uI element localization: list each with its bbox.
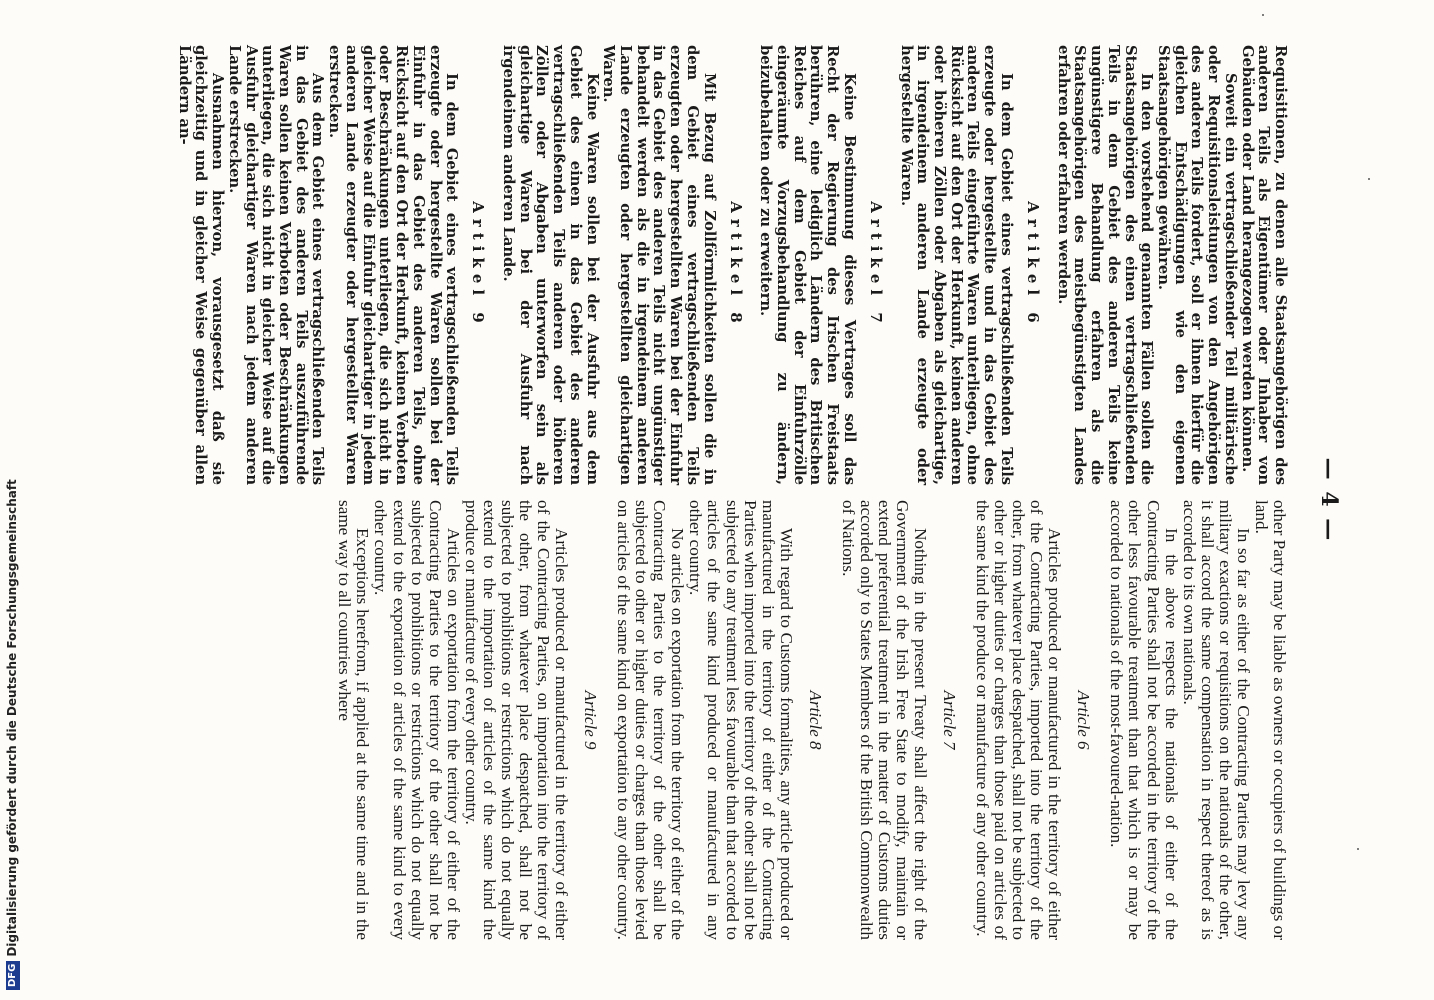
en-article-8-text-2: No articles on exportation from the territory of either of the Contracting Parties to the territory of the other shall be subjected to other or higher duties or charges than those levied on articles of the same kind on exportation to any other country. xyxy=(614,500,688,940)
en-article-9-text-2: Articles on exportation from the territory of either of the Contracting Parties to the territory of the other shall not be subjected to prohibitions or restrictions which do not equally extend to the exportation of articles of the same kind to every other country. xyxy=(371,500,463,940)
en-article-9-text-1: Articles produced or manufactured in the territory of either of the Contracting Parties, on importation into the territory of the other, from whatever place despatched, shall not be subjected to prohibitions or restrictions which do not equally extend to the importation of articles of the same kind the produce or manufacture of every other country. xyxy=(461,500,572,940)
german-column xyxy=(175,45,1288,485)
en-article-9-heading: Article 9 xyxy=(581,690,601,750)
en-above-paragraph: In the above respects the nationals of either of the Contracting Parties shall not be accorded in the territory of the other less favourable treatment than that which is or may be accorded to nationals of the most-favoured-nation. xyxy=(1107,500,1181,940)
de-article-9-text-1: In dem Gebiet eines vertragschließenden Teils erzeugte oder hergestellte Waren sollen bei der Einfuhr in das Gebiet des anderen Teils, ohne Rücksicht auf den Ort der Herkunft, keinen Verboten oder Beschränkungen unterliegen, die sich nicht in gleicher Weise auf die Einfuhr gleichartiger in jedem anderen Lande erzeugter oder hergestellter Waren erstrecken. xyxy=(326,45,461,485)
en-article-6-heading: Article 6 xyxy=(1074,690,1094,750)
de-requisitions-paragraph: Soweit ein vertragschließender Teil militärische oder Requisitionsleistungen von den Angehörigen des anderen Teils fordert, soll er ihnen hierfür die gleichen Entschädigungen wie den eigenen Staatsangehörigen gewähren. xyxy=(1154,45,1239,485)
digitization-credit xyxy=(1,0,23,990)
de-article-8-text-1: Mit Bezug auf Zollförmlichkeiten sollen die in dem Gebiet eines vertragschließenden Teils erzeugten oder hergestellten Waren bei der Einfuhr in das Gebiet des anderen Teils nicht ungünstiger behandelt werden als die in irgendeinem anderen Lande erzeugten oder hergestellten gleichartigen Waren. xyxy=(600,45,718,485)
en-intro: other Party may be liable as owners or occupiers of buildings or land. xyxy=(1251,500,1289,940)
page-number: — 4 — xyxy=(1316,457,1342,543)
de-article-7-text: Keine Bestimmung dieses Vertrages soll das Recht der Regierung des Irischen Freistaats berühren, eine lediglich Ländern des Britischen Reiches auf dem Gebiet der Einfuhrzölle eingeräumte Vorzugsbehandlung zu ändern, beizubehalten oder zu erweitern. xyxy=(757,45,858,485)
english-column xyxy=(335,500,1288,940)
de-above-paragraph: In den vorstehend genannten Fällen sollen die Staatsangehörigen des einen vertragschließenden Teils in dem Gebiet des anderen Teils keine ungünstigere Behandlung erfahren als die Staatsangehörigen des meistbegünstigten Landes erfahren oder erfahren werden. xyxy=(1054,45,1156,485)
en-article-9-text-3: Exceptions herefrom, if applied at the same time and in the same way to all countries where xyxy=(335,500,373,940)
de-article-9-text-3: Ausnahmen hiervon, vorausgesetzt daß sie gleichzeitig und in gleicher Weise gegenüber allen Ländern an- xyxy=(175,45,227,485)
en-article-7-text: Nothing in the present Treaty shall affect the right of the Government of the Irish Free State to modify, maintain or extend preferential treatment in the matter of Customs duties accorded only to States Members of the British Commonwealth of Nations. xyxy=(838,500,931,940)
de-article-6-heading: Artikel 6 xyxy=(1023,201,1042,329)
digitization-credit-text: Digitalisierung gefördert durch die Deutsche Forschungsgemeinschaft xyxy=(5,479,19,957)
en-article-7-heading: Article 7 xyxy=(940,690,960,750)
de-article-8-heading: Artikel 8 xyxy=(726,201,745,329)
de-article-7-heading: Artikel 7 xyxy=(866,201,885,329)
de-article-9-text-2: Aus dem Gebiet eines vertragschließenden Teils in das Gebiet des anderen Teils auszuführende Waren sollen keinen Verboten oder Beschränkungen unterliegen, die sich nicht in gleicher Weise auf die Ausfuhr gleichartiger Waren nach jedem anderen Lande erstrecken. xyxy=(225,45,327,485)
en-article-6-text: Articles produced or manufactured in the territory of either of the Contracting Parties, imported into the territory of the other, from whatever place despatched, shall not be subjected to other or higher duties or charges than those paid on articles of the same kind the produce or manufacture of any other country. xyxy=(973,500,1065,940)
en-article-8-heading: Article 8 xyxy=(805,690,825,750)
de-article-9-heading: Artikel 9 xyxy=(469,201,488,329)
en-requisitions-paragraph: In so far as either of the Contracting Parties may levy any military exactions or requisitions on the nationals of the other, it shall accord the same compensation in respect thereof as is accorded to its own nationals. xyxy=(1179,500,1253,940)
en-article-8-text-1: With regard to Customs formalities, any article produced or manufactured in the territory of either of the Contracting Parties when imported into the territory of the other shall not be subjected to any treatment less favourable than that accorded to articles of the same kind produced or manufactured in any other country. xyxy=(686,500,796,940)
de-intro: Requisitionen, zu denen alle Staatsangehörigen des anderen Teils als Eigentümer oder Inhaber von Gebäuden oder Land herangezogen werden können. xyxy=(1238,45,1289,485)
dfg-logo: DFG xyxy=(6,961,20,990)
de-article-6-text: In dem Gebiet eines vertragschließenden Teils erzeugte oder hergestellte und in das Gebiet des anderen Teils eingeführte Waren unterliegen, ohne Rücksicht auf den Ort der Herkunft, keinen anderen oder höheren Zöllen oder Abgaben als gleichartige, in irgendeinem anderen Lande erzeugte oder hergestellte Waren. xyxy=(897,45,1015,485)
scan-speck xyxy=(1357,848,1359,850)
de-article-8-text-2: Keine Waren sollen bei der Ausfuhr aus dem Gebiet des einen in das Gebiet des anderen vertragschließenden Teils anderen oder höheren Zöllen oder Abgaben unterworfen sein als gleichartige Waren bei der Ausfuhr nach irgendeinem anderen Lande. xyxy=(499,45,601,485)
scan-speck xyxy=(1368,178,1370,180)
scan-speck xyxy=(1262,14,1264,16)
